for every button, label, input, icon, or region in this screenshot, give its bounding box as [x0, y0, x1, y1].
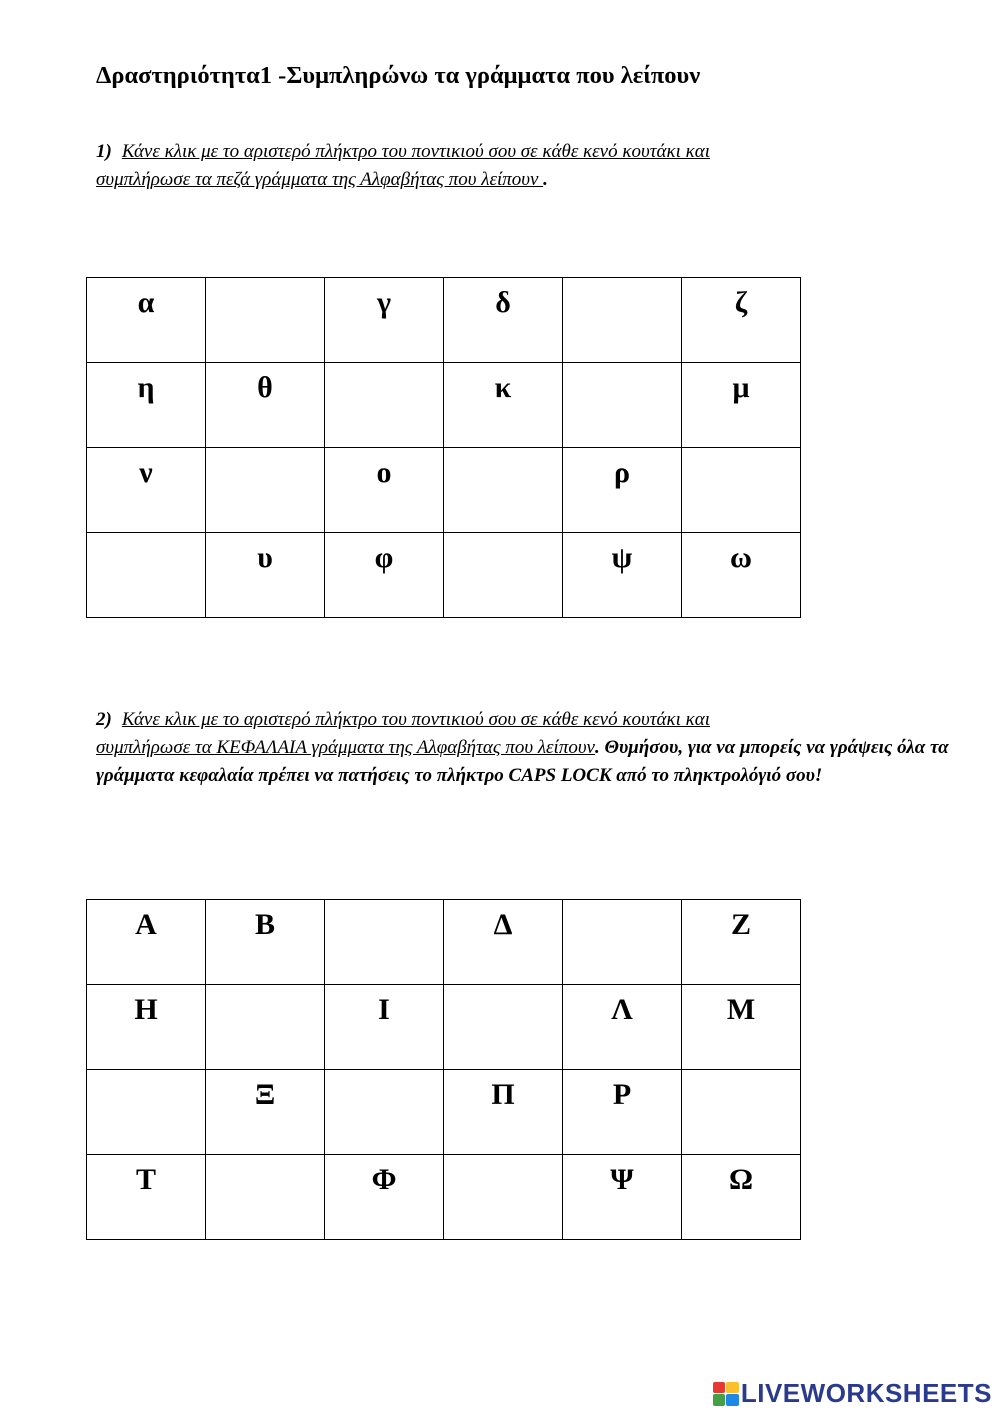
letter-cell: Α [87, 900, 206, 985]
letter-cell: μ [682, 363, 801, 448]
letter-cell: Ψ [563, 1155, 682, 1240]
logo-square [713, 1382, 726, 1394]
logo-square [726, 1394, 739, 1406]
letter-cell: ζ [682, 278, 801, 363]
letter-cell: ν [87, 448, 206, 533]
blank-letter-box[interactable] [682, 1070, 801, 1155]
page-title: Δραστηριότητα1 -Συμπληρώνω τα γράμματα που λείπουν [96, 62, 701, 89]
blank-letter-box[interactable] [87, 1070, 206, 1155]
letter-cell: ρ [563, 448, 682, 533]
letter-cell: φ [325, 533, 444, 618]
letter-cell: θ [206, 363, 325, 448]
instruction-1-end: . [543, 169, 548, 190]
letter-cell: κ [444, 363, 563, 448]
blank-letter-box[interactable] [444, 1155, 563, 1240]
brand-name: LIVEWORKSHEETS [740, 1378, 992, 1408]
blank-letter-box[interactable] [444, 985, 563, 1070]
instruction-1-line2: συμπλήρωσε τα πεζά γράμματα της Αλφαβήτας που λείπουν [96, 169, 544, 190]
section2-row [87, 900, 801, 985]
blank-letter-box[interactable] [206, 448, 325, 533]
letter-cell: Δ [444, 900, 563, 985]
blank-letter-box[interactable] [444, 448, 563, 533]
letter-cell: ο [325, 448, 444, 533]
letter-cell: Ω [682, 1155, 801, 1240]
letter-cell: Τ [87, 1155, 206, 1240]
logo-square [726, 1382, 739, 1394]
letter-cell: Π [444, 1070, 563, 1155]
letter-cell: Ξ [206, 1070, 325, 1155]
blank-letter-box[interactable] [563, 278, 682, 363]
letter-cell: Η [87, 985, 206, 1070]
section2-row [87, 1070, 801, 1155]
letter-cell: δ [444, 278, 563, 363]
caps-lock-reminder: . Θυμήσου, για να μπορείς να γράψεις όλα τα γράμματα κεφαλαία πρέπει να πατήσεις το πλήκτρο CAPS LOCK από το πληκτρολόγιό σου! [96, 737, 949, 786]
instruction-1 [96, 138, 956, 194]
letter-cell: α [87, 278, 206, 363]
blank-letter-box[interactable] [206, 1155, 325, 1240]
blank-letter-box[interactable] [563, 363, 682, 448]
instruction-2-number: 2) [96, 709, 112, 730]
section1-row [87, 278, 801, 363]
letter-cell: Λ [563, 985, 682, 1070]
blank-letter-box[interactable] [325, 900, 444, 985]
blank-letter-box[interactable] [87, 533, 206, 618]
instruction-1-number: 1) [96, 141, 112, 162]
letter-cell: Φ [325, 1155, 444, 1240]
liveworksheets-logo [713, 1378, 992, 1409]
section2-row [87, 1155, 801, 1240]
instruction-2-line1: Κάνε κλικ με το αριστερό πλήκτρο του ποντικιού σου σε κάθε κενό κουτάκι και [121, 709, 710, 730]
instruction-1-line1: Κάνε κλικ με το αριστερό πλήκτρο του ποντικιού σου σε κάθε κενό κουτάκι και [121, 141, 710, 162]
letter-cell: Β [206, 900, 325, 985]
lowercase-letter-grid [86, 277, 801, 618]
instruction-2 [96, 706, 956, 790]
liveworksheets-icon [713, 1382, 739, 1406]
blank-letter-box[interactable] [563, 900, 682, 985]
letter-cell: Μ [682, 985, 801, 1070]
letter-cell: ω [682, 533, 801, 618]
letter-cell: Ι [325, 985, 444, 1070]
letter-cell: ψ [563, 533, 682, 618]
blank-letter-box[interactable] [682, 448, 801, 533]
instruction-2-line2: συμπλήρωσε τα ΚΕΦΑΛΑΙΑ γράμματα της Αλφαβήτας που λείπουν [96, 737, 595, 758]
letter-cell: υ [206, 533, 325, 618]
uppercase-letter-grid [86, 899, 801, 1240]
blank-letter-box[interactable] [444, 533, 563, 618]
section2-row [87, 985, 801, 1070]
section1-row [87, 448, 801, 533]
blank-letter-box[interactable] [206, 278, 325, 363]
blank-letter-box[interactable] [325, 363, 444, 448]
section1-row [87, 533, 801, 618]
logo-square [713, 1394, 726, 1406]
blank-letter-box[interactable] [206, 985, 325, 1070]
letter-cell: γ [325, 278, 444, 363]
section1-row [87, 363, 801, 448]
letter-cell: Ρ [563, 1070, 682, 1155]
blank-letter-box[interactable] [325, 1070, 444, 1155]
letter-cell: η [87, 363, 206, 448]
letter-cell: Ζ [682, 900, 801, 985]
